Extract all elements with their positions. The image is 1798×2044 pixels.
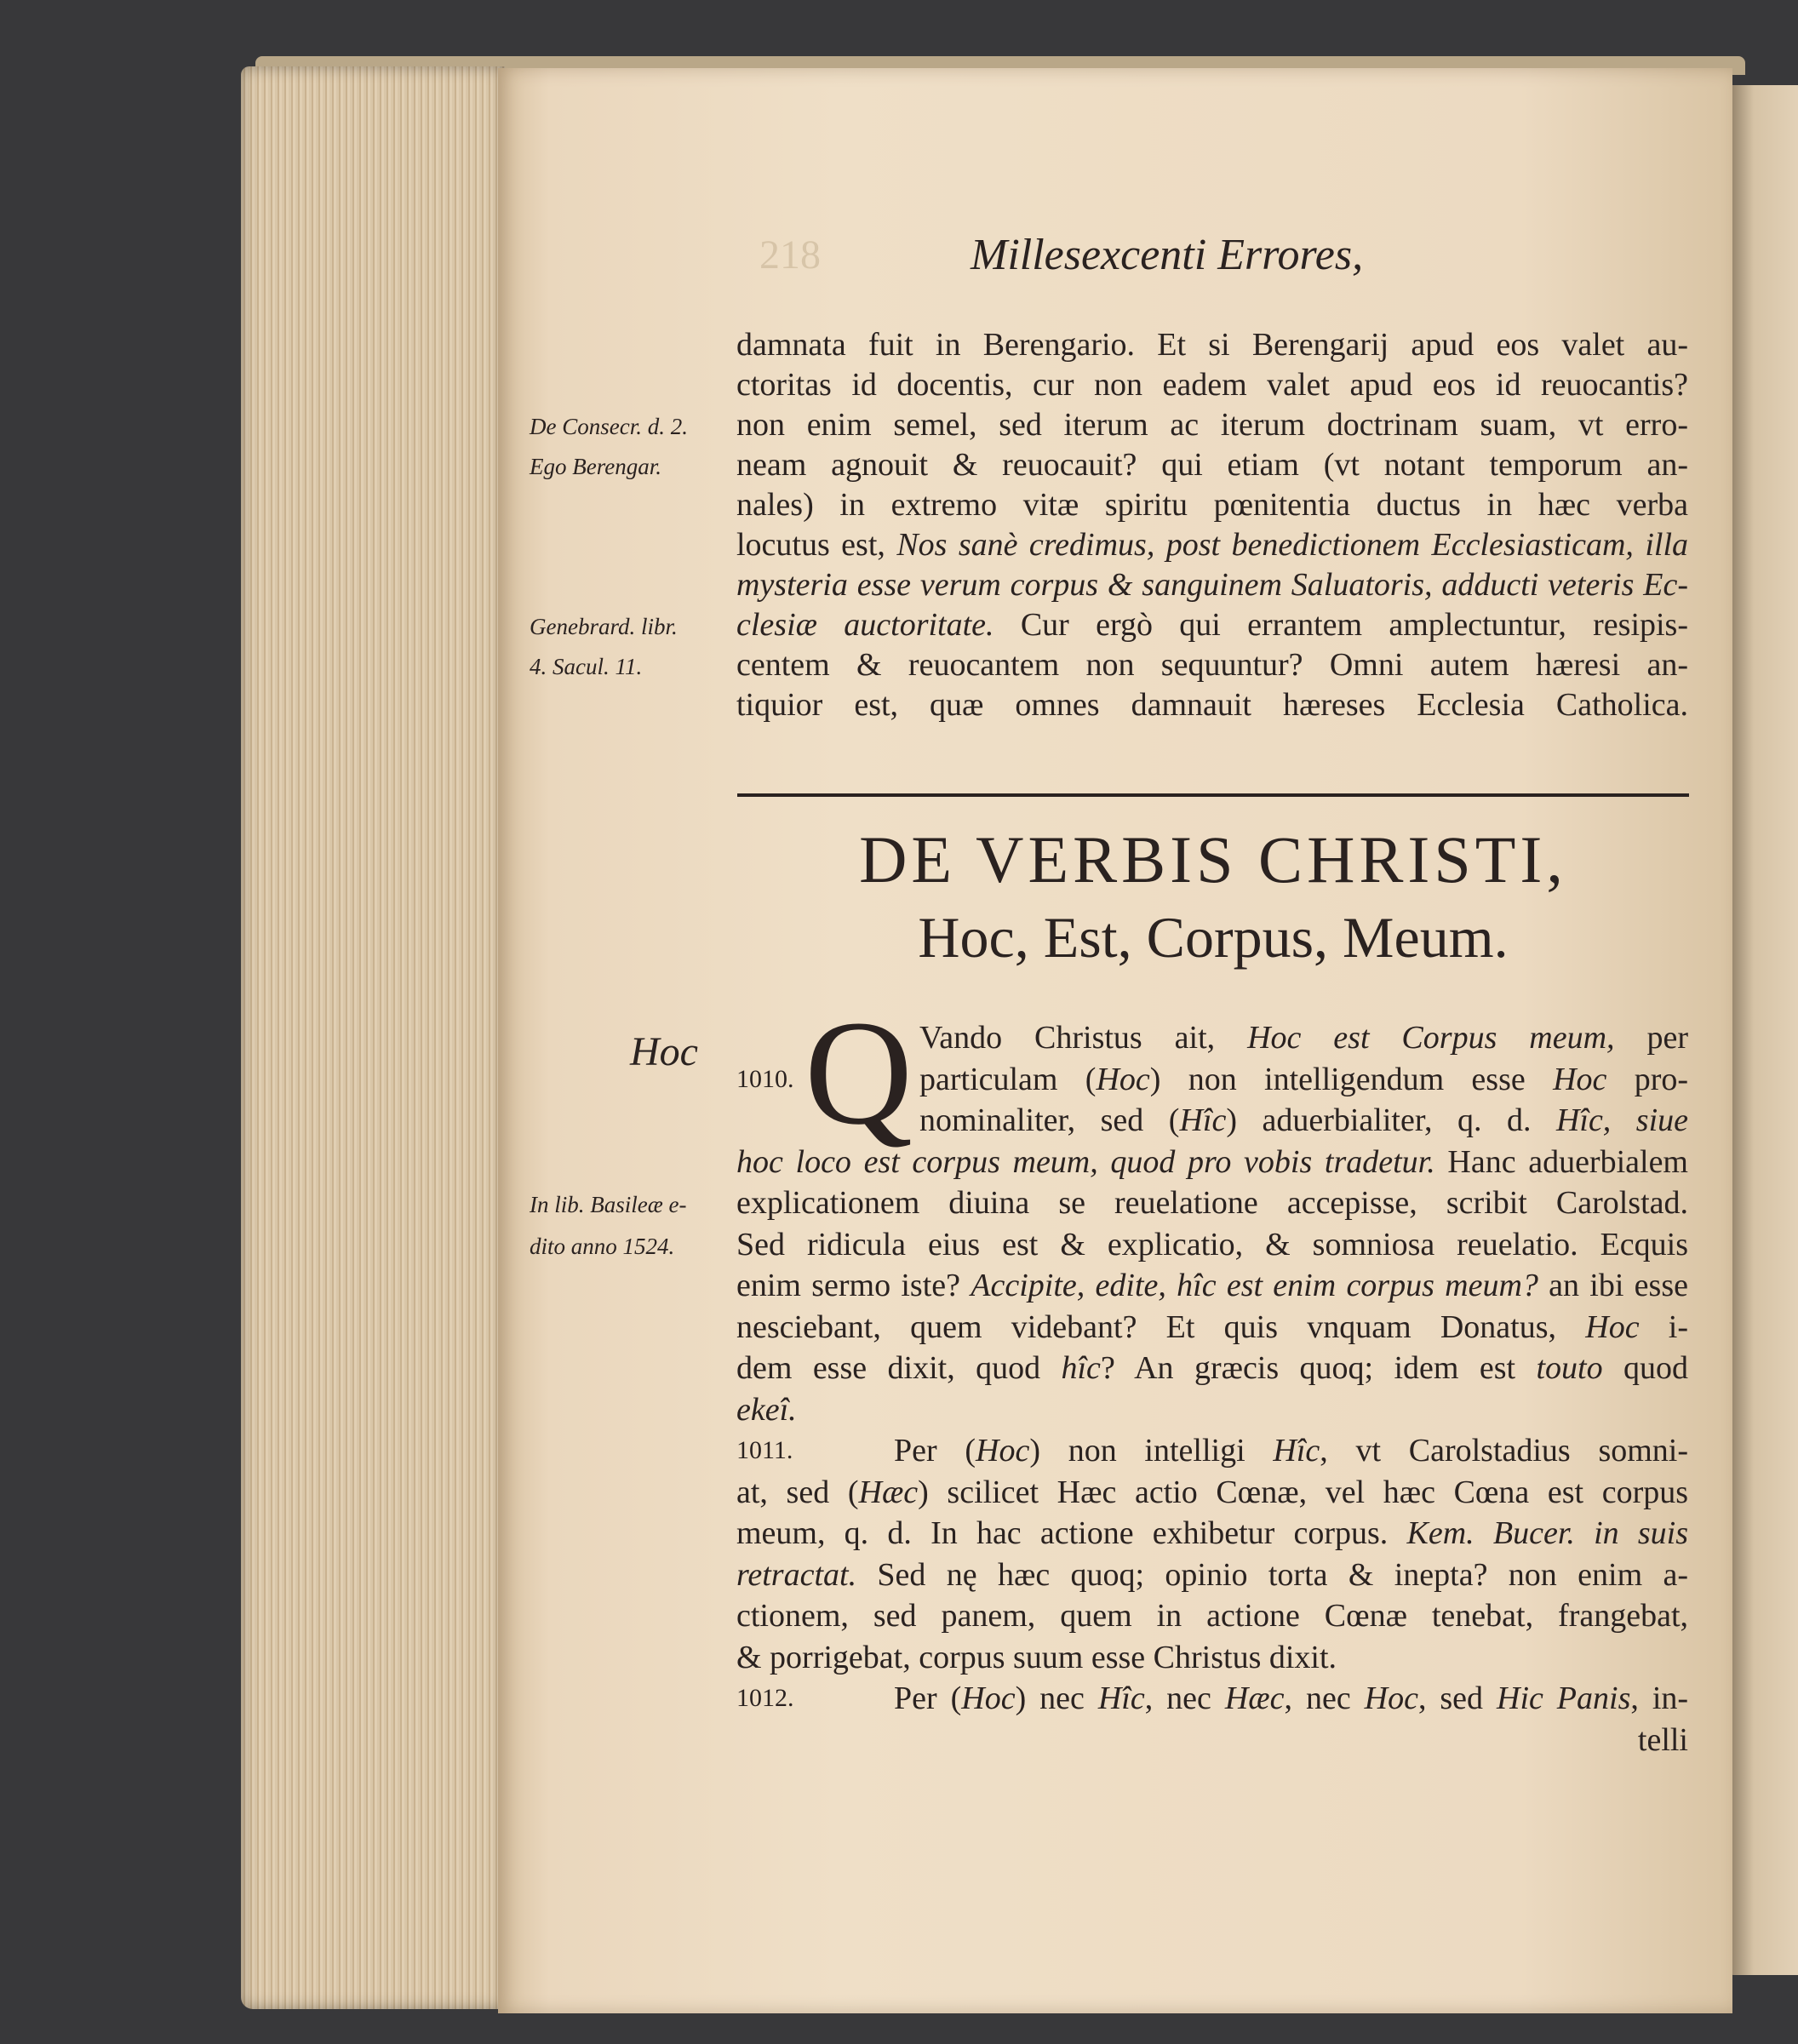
italic-text: retractat. (736, 1556, 857, 1593)
text-span: enim sermo iste? (736, 1268, 971, 1303)
text-span: , sed (1417, 1680, 1497, 1716)
text-line (736, 1266, 1688, 1305)
italic-text: Hic Panis (1497, 1680, 1631, 1716)
italic-text: Hoc (976, 1433, 1030, 1469)
text-span: meum, q. d. In hac actione exhibetur corpus. (736, 1515, 1407, 1551)
italic-text: ekeî. (736, 1391, 797, 1428)
text-line (736, 1555, 1688, 1595)
text-span: Cur ergò qui errantem amplectuntur, resipis- (993, 607, 1689, 643)
text-span: nominaliter, sed ( (919, 1102, 1180, 1138)
text-line (736, 645, 1688, 684)
text-span: i- (1639, 1308, 1688, 1345)
text-span: ) non intelligendum esse (1149, 1061, 1554, 1097)
text-span: quod (1602, 1350, 1689, 1386)
text-line (736, 1638, 1688, 1677)
text-span: ) aduerbialiter, q. d. (1226, 1102, 1556, 1138)
italic-text: Hîc (1273, 1433, 1320, 1469)
italic-text: Hoc (1553, 1061, 1607, 1097)
italic-text: Hîc, siue (1555, 1102, 1689, 1138)
facing-page-edge (1728, 85, 1798, 1975)
text-line (736, 1308, 1688, 1347)
entry-number: 1011. (736, 1436, 793, 1464)
page-number: 218 (759, 232, 821, 278)
italic-text: Hîc (1097, 1680, 1145, 1716)
text-span: nesciebant, quem videbant? Et quis vnquam Donatus, (736, 1308, 1586, 1345)
italic-text: clesiæ auctoritate. (736, 607, 994, 643)
text-line (736, 1721, 1688, 1760)
text-span: , nec (1284, 1680, 1365, 1716)
margin-note: In lib. Basileæ e- (530, 1192, 687, 1217)
italic-text: Nos sanè credimus, post benedictionem Ecclesiasticam, illa (896, 527, 1688, 563)
text-span: , in- (1630, 1680, 1689, 1716)
text-span: pro- (1606, 1061, 1688, 1097)
italic-text: Hæc (1224, 1680, 1285, 1716)
text-line (736, 1390, 1688, 1429)
text-line (736, 1348, 1688, 1388)
section-subheading: Hoc, Est, Corpus, Meum. (918, 905, 1509, 970)
text-span: non enim semel, sed iterum ac iterum doctrinam suam, vt erro- (736, 407, 1688, 443)
text-line (919, 1101, 1688, 1140)
entry-number: 1010. (736, 1064, 794, 1093)
text-span: ctionem, sed panem, quem in actione Cœnæ tenebat, frangebat, (736, 1598, 1688, 1634)
text-span: & porrigebat, corpus suum esse Christus dixit. (736, 1639, 1337, 1675)
text-span: an ibi esse (1537, 1268, 1688, 1303)
margin-keyword: Hoc (630, 1029, 698, 1074)
drop-cap: Q (805, 990, 913, 1156)
text-span: damnata fuit in Berengario. Et si Berengarij apud eos valet au- (736, 327, 1688, 363)
italic-text: Hoc (1364, 1680, 1418, 1716)
text-span: , vt Carolstadius somni- (1320, 1433, 1688, 1469)
text-span: locutus est, (736, 527, 897, 563)
text-span: tiquior est, quæ omnes damnauit hæreses Ecclesia Catholica. (736, 687, 1688, 723)
text-line (736, 445, 1688, 484)
text-span: nales) in extremo vitæ spiritu pœnitentia ductus in hæc verba (736, 487, 1688, 523)
text-span: particulam ( (919, 1061, 1097, 1097)
text-line (736, 485, 1688, 524)
text-span: ) nec (1015, 1680, 1098, 1716)
text-line (736, 525, 1688, 564)
margin-note: Genebrard. libr. (530, 614, 678, 639)
italic-text: touto (1536, 1350, 1603, 1386)
italic-text: Hoc (1096, 1061, 1150, 1097)
entry-number: 1012. (736, 1684, 794, 1712)
text-span: dem esse dixit, quod (736, 1350, 1062, 1386)
italic-text: Hæc (858, 1474, 919, 1510)
text-span: ) non intelligi (1029, 1433, 1274, 1469)
text-line (736, 1183, 1688, 1222)
italic-text: hoc loco est corpus meum, quod pro vobis tradetur. (736, 1143, 1435, 1180)
text-line (736, 1473, 1688, 1512)
text-span: centem & reuocantem non sequuntur? Omni autem hæresi an- (736, 647, 1688, 683)
text-span: ctoritas id docentis, cur non eadem valet apud eos id reuocantis? (736, 367, 1688, 403)
page-block-edges (241, 66, 505, 2009)
text-span: Sed nę hæc quoq; opinio torta & inepta? non enim a- (856, 1556, 1688, 1593)
text-span: Per ( (894, 1680, 962, 1716)
section-heading: DE VERBIS CHRISTI, (859, 822, 1567, 896)
text-span: Per ( (894, 1433, 976, 1469)
italic-text: Hoc est Corpus meum, (1247, 1020, 1615, 1056)
text-line (919, 1018, 1688, 1057)
text-span: Vando Christus ait, (919, 1020, 1248, 1056)
italic-text: Accipite, edite, hîc est enim corpus meum? (971, 1268, 1538, 1303)
text-line (736, 1596, 1688, 1635)
text-span: explicationem diuina se reuelatione accepisse, scribit Carolstad. (736, 1185, 1688, 1221)
italic-text: mysteria esse verum corpus & sanguinem Saluatoris, adducti veteris Ec- (736, 567, 1688, 603)
text-line (736, 605, 1688, 644)
text-span: ? An græcis quoq; idem est (1100, 1350, 1537, 1386)
text-span: ) scilicet Hæc actio Cœnæ, vel hæc Cœna est corpus (918, 1474, 1689, 1510)
section-rule (737, 793, 1689, 797)
italic-text: Hîc (1179, 1102, 1227, 1138)
italic-text: Hoc (1585, 1308, 1640, 1345)
text-span: Hanc aduerbialem (1434, 1143, 1688, 1180)
margin-note: De Consecr. d. 2. (530, 414, 688, 439)
margin-note: 4. Sacul. 11. (530, 654, 643, 679)
text-span: , nec (1144, 1680, 1225, 1716)
margin-note: dito anno 1524. (530, 1233, 675, 1259)
text-span: at, sed ( (736, 1474, 859, 1510)
running-head: Millesexcenti Errores, (971, 231, 1364, 279)
text-line (894, 1431, 1688, 1470)
text-line (736, 685, 1688, 724)
italic-text: Hoc (961, 1680, 1016, 1716)
text-span: telli (1637, 1721, 1688, 1758)
text-line (894, 1679, 1688, 1718)
italic-text: hîc (1061, 1350, 1101, 1386)
text-span: neam agnouit & reuocauit? qui etiam (vt notant temporum an- (736, 447, 1688, 483)
text-span: per (1614, 1020, 1688, 1056)
text-span: Sed ridicula eius est & explicatio, & somniosa reuelatio. Ecquis (736, 1226, 1688, 1262)
text-line (736, 405, 1688, 444)
text-line (919, 1060, 1688, 1099)
margin-note: Ego Berengar. (530, 454, 661, 479)
text-line (736, 565, 1688, 604)
text-line (736, 325, 1688, 364)
text-line (736, 1514, 1688, 1553)
text-line (736, 1225, 1688, 1264)
italic-text: Kem. Bucer. in suis (1406, 1515, 1688, 1551)
text-line (736, 365, 1688, 404)
text-line (736, 1142, 1688, 1182)
